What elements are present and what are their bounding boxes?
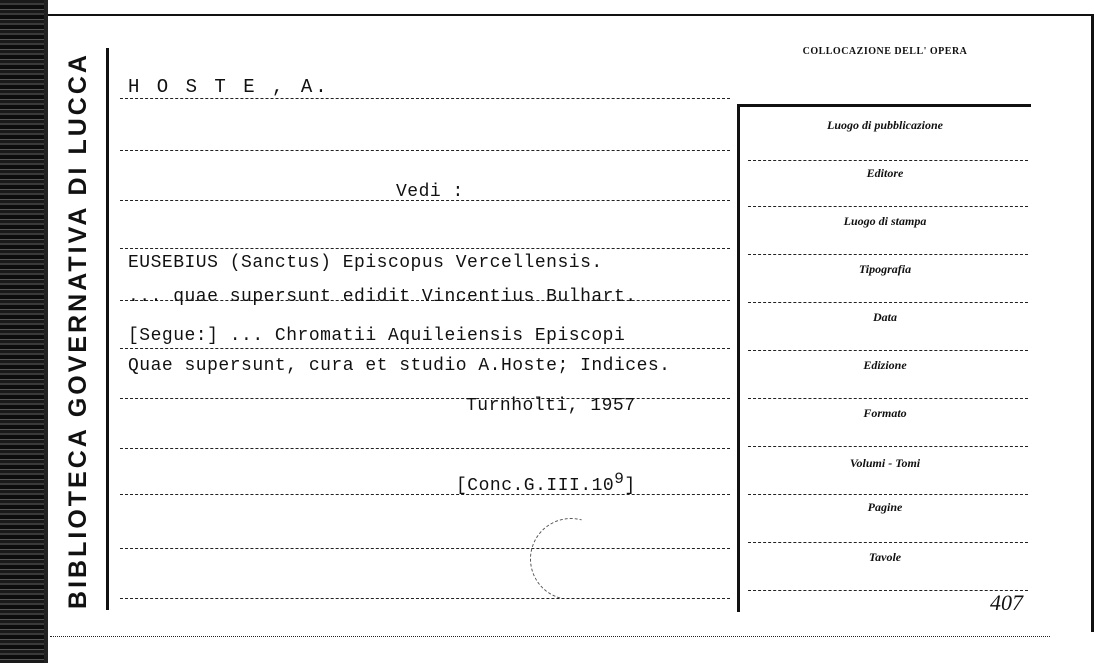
margin-rule: [106, 48, 109, 610]
scan-edge: [0, 0, 44, 663]
field-pagine: Pagine: [867, 500, 903, 514]
ruled-line: [120, 448, 730, 450]
entry-line: Quae supersunt, cura et studio A.Hoste; Indices.: [128, 356, 671, 376]
field-rule: [748, 542, 1028, 543]
shelfmark-superscript: 9: [614, 470, 625, 488]
field-luogo-pubblicazione: Luogo di pubblicazione: [826, 118, 943, 132]
field-data: Data: [873, 310, 897, 324]
field-rule: [748, 206, 1028, 207]
handwritten-number: 407: [990, 590, 1023, 615]
entry-line: [Segue:] ... Chromatii Aquileiensis Episcopi: [128, 326, 626, 346]
field-luogo-stampa: Luogo di stampa: [843, 214, 927, 228]
field-rule: [748, 350, 1028, 351]
field-rule: [748, 254, 1028, 255]
field-tipografia: Tipografia: [858, 262, 912, 276]
shelfmark-main: [Conc.G.III.10: [456, 476, 615, 496]
imprint: Turnholti, 1957: [466, 396, 636, 416]
ruled-line: [120, 548, 730, 550]
field-rule: [748, 398, 1028, 399]
shelfmark: [456, 470, 636, 496]
field-rule: [748, 302, 1028, 303]
ruled-line: [120, 150, 730, 152]
field-formato: Formato: [863, 406, 907, 420]
ruled-line: [120, 398, 730, 400]
ruled-line: [120, 248, 730, 250]
field-rule: [748, 590, 1028, 591]
field-rule: [748, 446, 1028, 447]
library-name-text: BIBLIOTECA GOVERNATIVA DI LUCCA: [63, 51, 92, 609]
field-edizione: Edizione: [863, 358, 907, 372]
field-editore: Editore: [866, 166, 904, 180]
ruled-line: [120, 348, 730, 350]
entry-line: ... quae supersunt edidit Vincentius Bulhart.: [128, 287, 637, 307]
field-volumi-tomi: Volumi - Tomi: [849, 456, 921, 470]
shelfmark-close: ]: [624, 476, 636, 496]
field-tavole: Tavole: [868, 550, 902, 564]
ruled-line: [120, 598, 730, 600]
ruled-line: [120, 98, 730, 100]
entry-line: EUSEBIUS (Sanctus) Episcopus Vercellensis.: [128, 253, 603, 273]
see-label: Vedi :: [396, 182, 464, 202]
author-heading: H O S T E , A.: [128, 76, 330, 98]
ruled-line: [120, 494, 730, 496]
field-rule: [748, 494, 1028, 495]
bottom-edge-line: [50, 636, 1050, 638]
field-rule: [748, 160, 1028, 161]
collocazione-header: COLLOCAZIONE DELL' OPERA: [802, 46, 968, 57]
library-name: [58, 40, 98, 620]
